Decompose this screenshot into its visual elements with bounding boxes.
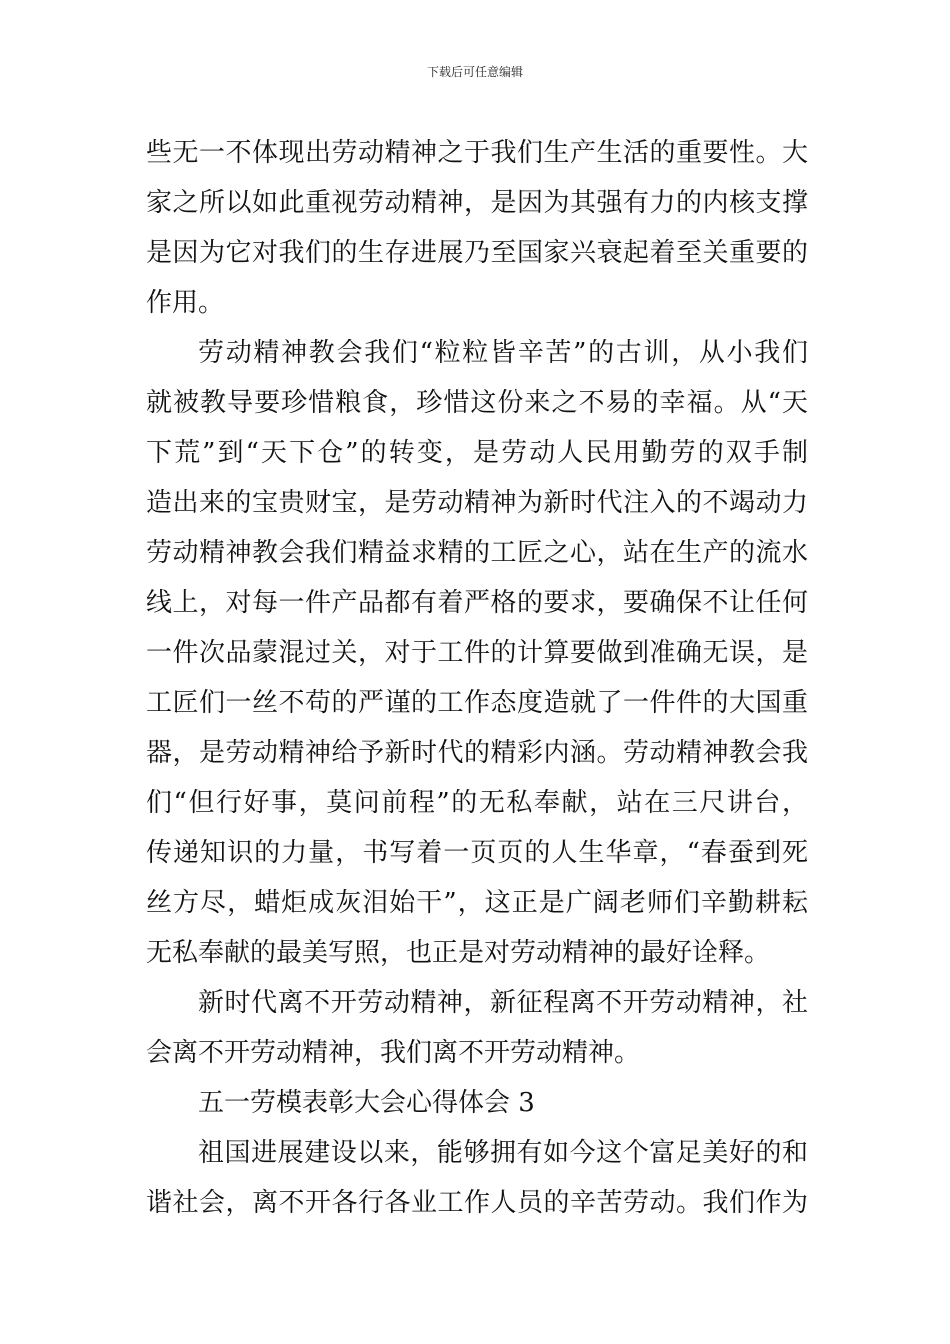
text-line: 线上，对每一件产品都有着严格的要求，要确保不让任何 [146, 588, 808, 618]
page-header: 下载后可任意编辑 [426, 65, 523, 79]
text-line: 一件次品蒙混过关，对于工件的计算要做到准确无误，是 [146, 638, 808, 668]
text-line: 劳动精神教会我们“粒粒皆辛苦”的古训，从小我们 [198, 338, 808, 368]
text-line: 作用。 [146, 288, 225, 318]
text-line: 无私奉献的最美写照，也正是对劳动精神的最好诠释。 [146, 938, 771, 968]
text-line: 器，是劳动精神给予新时代的精彩内涵。劳动精神教会我 [146, 738, 808, 768]
document-body [146, 128, 808, 1228]
text-line: 家之所以如此重视劳动精神，是因为其强有力的内核支撑 [146, 188, 808, 218]
text-line: 下荒”到“天下仓”的转变，是劳动人民用勤劳的双手制 [146, 438, 808, 468]
section-heading: 五一劳模表彰大会心得体会 3 [198, 1088, 535, 1118]
text-line: 传递知识的力量，书写着一页页的人生华章，“春蚕到死 [146, 838, 808, 868]
text-line: 丝方尽，蜡炬成灰泪始干”，这正是广阔老师们辛勤耕耘 [146, 888, 808, 918]
text-line: 会离不开劳动精神，我们离不开劳动精神。 [146, 1038, 641, 1068]
text-line: 劳动精神教会我们精益求精的工匠之心，站在生产的流水 [146, 538, 808, 568]
text-line: 就被教导要珍惜粮食，珍惜这份来之不易的幸福。从“天 [146, 388, 808, 418]
text-line: 是因为它对我们的生存进展乃至国家兴衰起着至关重要的 [146, 238, 808, 268]
text-line: 些无一不体现出劳动精神之于我们生产生活的重要性。大 [146, 138, 808, 168]
text-line: 谐社会，离不开各行各业工作人员的辛苦劳动。我们作为 [146, 1188, 808, 1218]
text-line: 们“但行好事，莫问前程”的无私奉献，站在三尺讲台， [146, 788, 808, 818]
text-line: 新时代离不开劳动精神，新征程离不开劳动精神，社 [198, 988, 808, 1018]
text-line: 工匠们一丝不苟的严谨的工作态度造就了一件件的大国重 [146, 688, 808, 718]
text-line: 造出来的宝贵财宝，是劳动精神为新时代注入的不竭动力 [146, 488, 808, 518]
text-line: 祖国进展建设以来，能够拥有如今这个富足美好的和 [198, 1138, 808, 1168]
